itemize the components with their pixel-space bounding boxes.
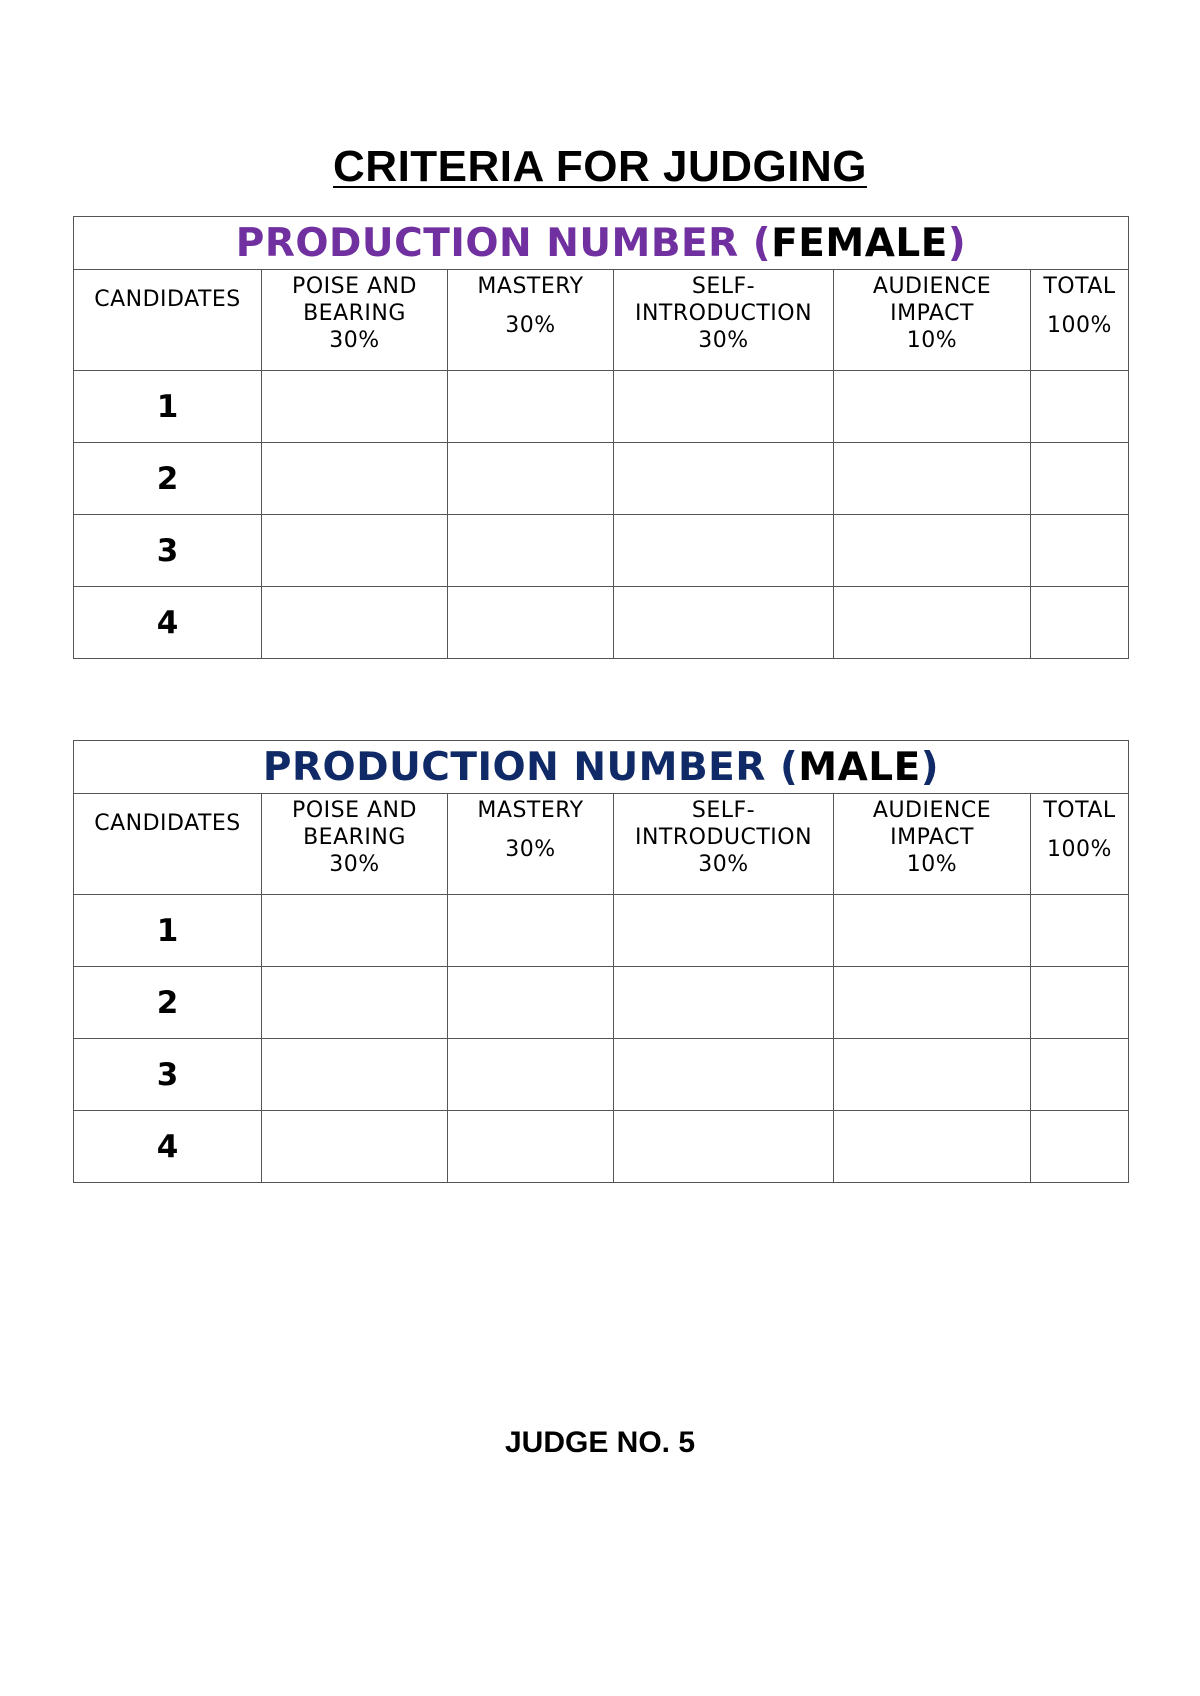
header-self-introduction xyxy=(614,794,834,895)
header-total-label: TOTAL xyxy=(1043,274,1116,299)
header-mastery-label: MASTERY xyxy=(477,274,584,299)
score-cell[interactable] xyxy=(262,371,448,443)
score-cell[interactable] xyxy=(834,371,1031,443)
female-title-main: PRODUCTION NUMBER xyxy=(235,220,739,266)
male-title-paren-open: ( xyxy=(779,744,799,790)
header-self-line2: INTRODUCTION xyxy=(634,301,813,326)
female-score-table xyxy=(73,216,1129,659)
table-row xyxy=(74,443,1129,515)
score-cell[interactable] xyxy=(262,1039,448,1111)
score-cell[interactable] xyxy=(614,1039,834,1111)
score-cell[interactable] xyxy=(448,967,614,1039)
header-mastery-label: MASTERY xyxy=(477,798,584,823)
candidate-number: 2 xyxy=(74,443,262,515)
score-cell[interactable] xyxy=(262,895,448,967)
header-audience-pct: 10% xyxy=(906,328,958,353)
header-audience-pct: 10% xyxy=(906,852,958,877)
score-cell[interactable] xyxy=(834,1039,1031,1111)
header-self-line1: SELF- xyxy=(691,274,756,299)
judge-number-label: JUDGE NO. 5 xyxy=(504,1426,696,1459)
score-cell[interactable] xyxy=(834,1111,1031,1183)
header-self-pct: 30% xyxy=(698,852,749,877)
male-title-sub: MALE xyxy=(798,744,921,790)
candidate-number: 3 xyxy=(74,515,262,587)
header-poise-line2: BEARING xyxy=(303,301,406,326)
female-table-title xyxy=(74,217,1129,270)
score-cell[interactable] xyxy=(614,1111,834,1183)
table-row xyxy=(74,967,1129,1039)
male-title-main: PRODUCTION NUMBER xyxy=(262,744,766,790)
total-cell[interactable] xyxy=(1031,515,1129,587)
candidate-number: 3 xyxy=(74,1039,262,1111)
male-table-title xyxy=(74,741,1129,794)
score-cell[interactable] xyxy=(448,587,614,659)
candidate-number: 4 xyxy=(74,1111,262,1183)
header-total-pct: 100% xyxy=(1047,313,1112,338)
candidate-number: 1 xyxy=(74,895,262,967)
total-cell[interactable] xyxy=(1031,587,1129,659)
header-poise-pct: 30% xyxy=(329,852,380,877)
header-total-label: TOTAL xyxy=(1043,798,1116,823)
male-header-row xyxy=(74,794,1129,895)
header-poise-line1: POISE AND xyxy=(292,798,417,823)
score-cell[interactable] xyxy=(448,1039,614,1111)
female-title-paren-close: ) xyxy=(947,220,967,266)
header-audience-line1: AUDIENCE xyxy=(872,798,992,823)
candidate-number: 1 xyxy=(74,371,262,443)
header-self-line2: INTRODUCTION xyxy=(634,825,813,850)
score-cell[interactable] xyxy=(262,967,448,1039)
score-cell[interactable] xyxy=(614,443,834,515)
table-row xyxy=(74,587,1129,659)
score-cell[interactable] xyxy=(448,515,614,587)
header-audience-impact xyxy=(834,270,1031,371)
total-cell[interactable] xyxy=(1031,895,1129,967)
candidate-number: 2 xyxy=(74,967,262,1039)
header-self-pct: 30% xyxy=(698,328,749,353)
total-cell[interactable] xyxy=(1031,371,1129,443)
score-cell[interactable] xyxy=(448,1111,614,1183)
header-total xyxy=(1031,794,1129,895)
table-row xyxy=(74,515,1129,587)
header-poise-pct: 30% xyxy=(329,328,380,353)
score-cell[interactable] xyxy=(834,587,1031,659)
header-mastery xyxy=(448,270,614,371)
total-cell[interactable] xyxy=(1031,1039,1129,1111)
female-header-row xyxy=(74,270,1129,371)
header-audience-line2: IMPACT xyxy=(890,825,974,850)
header-candidates: CANDIDATES xyxy=(74,794,262,895)
score-cell[interactable] xyxy=(262,1111,448,1183)
male-title-paren-close: ) xyxy=(920,744,940,790)
score-cell[interactable] xyxy=(448,895,614,967)
score-cell[interactable] xyxy=(262,515,448,587)
header-audience-impact xyxy=(834,794,1031,895)
score-cell[interactable] xyxy=(834,895,1031,967)
score-cell[interactable] xyxy=(262,443,448,515)
table-row xyxy=(74,1039,1129,1111)
document-title: CRITERIA FOR JUDGING xyxy=(333,142,867,191)
header-poise-and-bearing xyxy=(262,270,448,371)
header-audience-line2: IMPACT xyxy=(890,301,974,326)
score-cell[interactable] xyxy=(448,371,614,443)
score-cell[interactable] xyxy=(614,371,834,443)
total-cell[interactable] xyxy=(1031,1111,1129,1183)
female-title-sub: FEMALE xyxy=(771,220,948,266)
table-row xyxy=(74,1111,1129,1183)
total-cell[interactable] xyxy=(1031,443,1129,515)
header-audience-line1: AUDIENCE xyxy=(872,274,992,299)
score-cell[interactable] xyxy=(834,443,1031,515)
header-poise-line1: POISE AND xyxy=(292,274,417,299)
total-cell[interactable] xyxy=(1031,967,1129,1039)
header-poise-and-bearing xyxy=(262,794,448,895)
score-cell[interactable] xyxy=(614,967,834,1039)
table-row xyxy=(74,895,1129,967)
score-cell[interactable] xyxy=(448,443,614,515)
header-self-line1: SELF- xyxy=(691,798,756,823)
header-poise-line2: BEARING xyxy=(303,825,406,850)
table-row xyxy=(74,371,1129,443)
score-cell[interactable] xyxy=(834,967,1031,1039)
score-cell[interactable] xyxy=(834,515,1031,587)
score-cell[interactable] xyxy=(262,587,448,659)
score-cell[interactable] xyxy=(614,587,834,659)
score-cell[interactable] xyxy=(614,515,834,587)
header-total-pct: 100% xyxy=(1047,837,1112,862)
male-score-table xyxy=(73,740,1129,1183)
candidate-number: 4 xyxy=(74,587,262,659)
header-candidates: CANDIDATES xyxy=(74,270,262,371)
female-title-paren-open: ( xyxy=(752,220,772,266)
score-cell[interactable] xyxy=(614,895,834,967)
header-mastery xyxy=(448,794,614,895)
header-mastery-pct: 30% xyxy=(505,313,556,338)
header-total xyxy=(1031,270,1129,371)
header-self-introduction xyxy=(614,270,834,371)
header-mastery-pct: 30% xyxy=(505,837,556,862)
